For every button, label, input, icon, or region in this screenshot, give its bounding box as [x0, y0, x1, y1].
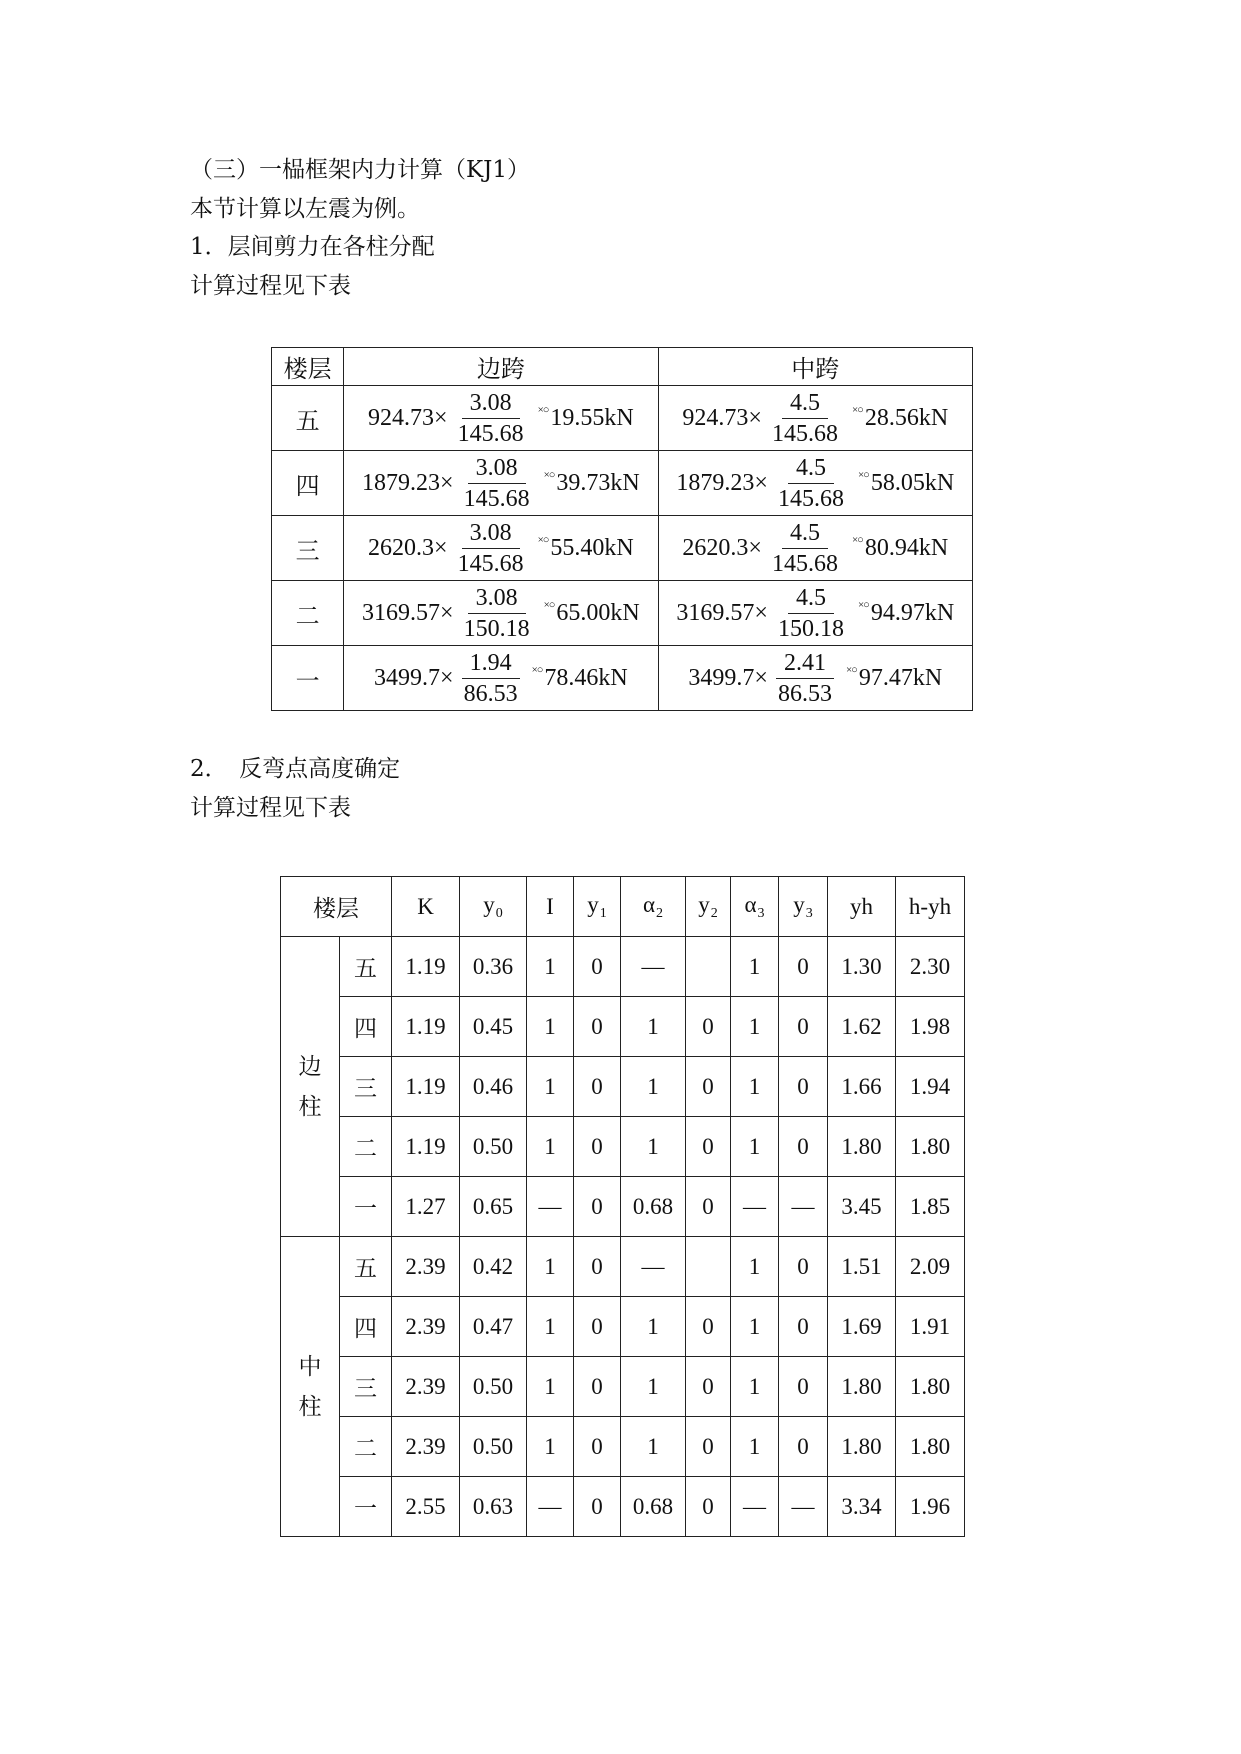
y1-cell: 0 [574, 1117, 621, 1177]
story-shear: 2620.3× [368, 534, 448, 561]
floor-cell: 四 [340, 997, 392, 1057]
header-y1: $y_1$ [574, 877, 621, 937]
middle-span-cell [658, 451, 972, 516]
edge-span-cell [344, 516, 658, 581]
i-cell: 1 [527, 1357, 574, 1417]
shear-result: 97.47kN [858, 664, 943, 691]
h-yh-cell: 1.80 [896, 1117, 965, 1177]
fraction-denominator: 145.68 [457, 420, 524, 447]
group-label-char: 柱 [298, 1393, 322, 1419]
yh-cell: 3.34 [828, 1477, 896, 1537]
section-heading: （三）一榀框架内力计算（KJ1） [190, 157, 531, 183]
approx-symbol: ×○ [857, 598, 869, 611]
alpha3-cell: 1 [731, 1297, 779, 1357]
h-yh-cell: 2.30 [896, 937, 965, 997]
middle-span-cell [658, 581, 972, 646]
floor-cell: 五 [340, 1237, 392, 1297]
shear-expression [676, 454, 954, 513]
y0-cell: 0.65 [460, 1177, 527, 1237]
table-header-row [272, 348, 973, 386]
y3-cell: 0 [779, 1057, 828, 1117]
y0-cell: 0.36 [460, 937, 527, 997]
alpha3-cell: — [731, 1177, 779, 1237]
y0-cell: 0.47 [460, 1297, 527, 1357]
fraction-numerator: 3.08 [462, 519, 520, 549]
table-row [281, 997, 965, 1057]
floor-cell: 一 [272, 646, 344, 711]
fraction-denominator: 145.68 [457, 550, 524, 577]
middle-span-cell [658, 516, 972, 581]
fraction-numerator: 2.41 [776, 649, 834, 679]
yh-cell: 1.51 [828, 1237, 896, 1297]
shear-result: 78.46kN [544, 664, 628, 691]
alpha2-cell: 1 [621, 1417, 686, 1477]
table-row [272, 581, 973, 646]
y0-cell: 0.42 [460, 1237, 527, 1297]
section1-note: 计算过程见下表 [190, 273, 351, 299]
header-middle-span: 中跨 [658, 348, 972, 386]
alpha2-cell: — [621, 937, 686, 997]
floor-cell: 二 [272, 581, 344, 646]
floor-cell: 五 [272, 386, 344, 451]
yh-cell: 1.80 [828, 1117, 896, 1177]
table-row [281, 1177, 965, 1237]
alpha3-cell: 1 [731, 1237, 779, 1297]
floor-cell: 三 [272, 516, 344, 581]
header-y3: $y_3$ [779, 877, 828, 937]
fraction-denominator: 145.68 [771, 550, 838, 577]
yh-cell: 1.80 [828, 1357, 896, 1417]
stiffness-fraction [770, 584, 852, 643]
y2-cell [686, 1237, 731, 1297]
edge-span-cell [344, 581, 658, 646]
shear-expression [682, 519, 948, 578]
floor-cell: 一 [340, 1177, 392, 1237]
y1-cell: 0 [574, 1177, 621, 1237]
y1-cell: 0 [574, 1057, 621, 1117]
approx-symbol: ×○ [537, 533, 549, 546]
yh-cell: 1.69 [828, 1297, 896, 1357]
h-yh-cell: 1.80 [896, 1357, 965, 1417]
k-cell: 1.19 [392, 937, 460, 997]
shear-result: 39.73kN [556, 469, 640, 496]
table-row [281, 1417, 965, 1477]
header-floor: 楼层 [281, 877, 392, 937]
stiffness-fraction [764, 389, 846, 448]
fraction-denominator: 86.53 [777, 680, 832, 707]
header-alpha2: $\alpha_2$ [621, 877, 686, 937]
story-shear: 3499.7× [374, 664, 454, 691]
y2-cell [686, 937, 731, 997]
table-row [281, 1477, 965, 1537]
floor-cell: 二 [340, 1417, 392, 1477]
fraction-numerator: 3.08 [468, 584, 526, 614]
shear-expression [676, 584, 954, 643]
k-cell: 2.55 [392, 1477, 460, 1537]
edge-span-cell [344, 386, 658, 451]
group-label-char: 边 [298, 1053, 322, 1079]
y2-cell: 0 [686, 1477, 731, 1537]
i-cell: 1 [527, 937, 574, 997]
k-cell: 1.27 [392, 1177, 460, 1237]
shear-expression [368, 389, 634, 448]
yh-cell: 1.80 [828, 1417, 896, 1477]
y3-cell: 0 [779, 1117, 828, 1177]
y3-cell: — [779, 1477, 828, 1537]
h-yh-cell: 1.91 [896, 1297, 965, 1357]
k-cell: 2.39 [392, 1237, 460, 1297]
edge-span-cell [344, 646, 658, 711]
approx-symbol: ×○ [845, 663, 857, 676]
story-shear: 924.73× [368, 404, 448, 431]
h-yh-cell: 2.09 [896, 1237, 965, 1297]
floor-cell: 三 [340, 1357, 392, 1417]
table-row [281, 1057, 965, 1117]
alpha2-cell: 1 [621, 997, 686, 1057]
h-yh-cell: 1.94 [896, 1057, 965, 1117]
y3-cell: 0 [779, 1417, 828, 1477]
approx-symbol: ×○ [851, 403, 863, 416]
y0-cell: 0.50 [460, 1357, 527, 1417]
middle-span-cell [658, 646, 972, 711]
h-yh-cell: 1.85 [896, 1177, 965, 1237]
approx-symbol: ×○ [543, 598, 555, 611]
yh-cell: 3.45 [828, 1177, 896, 1237]
fraction-numerator: 3.08 [462, 389, 520, 419]
header-alpha3: $\alpha_3$ [731, 877, 779, 937]
k-cell: 1.19 [392, 997, 460, 1057]
shear-expression [374, 649, 628, 708]
approx-symbol: ×○ [543, 468, 555, 481]
y2-cell: 0 [686, 997, 731, 1057]
alpha2-cell: 0.68 [621, 1477, 686, 1537]
y3-cell: 0 [779, 937, 828, 997]
alpha2-cell: 1 [621, 1297, 686, 1357]
header-yh: yh [828, 877, 896, 937]
y2-cell: 0 [686, 1057, 731, 1117]
y3-cell: 0 [779, 997, 828, 1057]
i-cell: — [527, 1477, 574, 1537]
h-yh-cell: 1.80 [896, 1417, 965, 1477]
shear-result: 94.97kN [870, 599, 955, 626]
shear-expression [362, 454, 640, 513]
y0-cell: 0.46 [460, 1057, 527, 1117]
y3-cell: 0 [779, 1297, 828, 1357]
floor-cell: 四 [272, 451, 344, 516]
y1-cell: 0 [574, 1477, 621, 1537]
stiffness-fraction [770, 649, 840, 708]
yh-cell: 1.30 [828, 937, 896, 997]
fraction-numerator: 4.5 [782, 519, 828, 549]
middle-span-cell [658, 386, 972, 451]
table-row [272, 516, 973, 581]
k-cell: 2.39 [392, 1417, 460, 1477]
stiffness-fraction [764, 519, 846, 578]
i-cell: 1 [527, 1237, 574, 1297]
i-cell: — [527, 1177, 574, 1237]
y1-cell: 0 [574, 1237, 621, 1297]
y3-cell: 0 [779, 1357, 828, 1417]
i-cell: 1 [527, 1417, 574, 1477]
y0-cell: 0.63 [460, 1477, 527, 1537]
table-row [281, 1357, 965, 1417]
floor-cell: 四 [340, 1297, 392, 1357]
fraction-numerator: 3.08 [468, 454, 526, 484]
fraction-denominator: 145.68 [771, 420, 838, 447]
shear-result: 80.94kN [864, 534, 949, 561]
stiffness-fraction [456, 454, 538, 513]
story-shear: 1879.23× [362, 469, 454, 496]
section2-title: 2． 反弯点高度确定 [190, 756, 401, 782]
y0-cell: 0.50 [460, 1117, 527, 1177]
alpha2-cell: 1 [621, 1057, 686, 1117]
table-row [272, 386, 973, 451]
alpha3-cell: 1 [731, 1417, 779, 1477]
table-row [272, 451, 973, 516]
table-row [281, 1117, 965, 1177]
alpha3-cell: 1 [731, 997, 779, 1057]
alpha3-cell: — [731, 1477, 779, 1537]
h-yh-cell: 1.96 [896, 1477, 965, 1537]
alpha3-cell: 1 [731, 1117, 779, 1177]
y0-cell: 0.45 [460, 997, 527, 1057]
fraction-denominator: 86.53 [463, 680, 518, 707]
floor-cell: 二 [340, 1117, 392, 1177]
story-shear: 2620.3× [682, 534, 762, 561]
edge-span-cell [344, 451, 658, 516]
shear-result: 58.05kN [870, 469, 955, 496]
y2-cell: 0 [686, 1117, 731, 1177]
story-shear: 924.73× [682, 404, 762, 431]
table-header-row [281, 877, 965, 937]
shear-expression [688, 649, 942, 708]
intro-text: 本节计算以左震为例。 [190, 196, 420, 222]
approx-symbol: ×○ [857, 468, 869, 481]
y3-cell: — [779, 1177, 828, 1237]
y1-cell: 0 [574, 997, 621, 1057]
shear-result: 28.56kN [864, 404, 949, 431]
column-group-label [281, 937, 340, 1237]
shear-expression [682, 389, 948, 448]
fraction-numerator: 1.94 [462, 649, 520, 679]
header-y0: $y_0$ [460, 877, 527, 937]
header-i: I [527, 877, 574, 937]
shear-result: 19.55kN [550, 404, 634, 431]
i-cell: 1 [527, 1117, 574, 1177]
fraction-denominator: 145.68 [463, 485, 530, 512]
header-floor: 楼层 [272, 348, 344, 386]
header-edge-span: 边跨 [344, 348, 658, 386]
group-label-char: 中 [298, 1353, 322, 1379]
h-yh-cell: 1.98 [896, 997, 965, 1057]
table-row [272, 646, 973, 711]
fraction-numerator: 4.5 [788, 454, 834, 484]
fraction-numerator: 4.5 [782, 389, 828, 419]
yh-cell: 1.66 [828, 1057, 896, 1117]
y3-cell: 0 [779, 1237, 828, 1297]
story-shear: 3169.57× [676, 599, 768, 626]
y1-cell: 0 [574, 1357, 621, 1417]
alpha2-cell: — [621, 1237, 686, 1297]
table-row [281, 1297, 965, 1357]
story-shear: 1879.23× [676, 469, 768, 496]
alpha2-cell: 0.68 [621, 1177, 686, 1237]
stiffness-fraction [450, 519, 532, 578]
shear-expression [362, 584, 640, 643]
y1-cell: 0 [574, 937, 621, 997]
y1-cell: 0 [574, 1297, 621, 1357]
y1-cell: 0 [574, 1417, 621, 1477]
i-cell: 1 [527, 1057, 574, 1117]
y2-cell: 0 [686, 1297, 731, 1357]
k-cell: 2.39 [392, 1357, 460, 1417]
stiffness-fraction [770, 454, 852, 513]
floor-cell: 五 [340, 937, 392, 997]
floor-cell: 一 [340, 1477, 392, 1537]
column-group-label [281, 1237, 340, 1537]
alpha3-cell: 1 [731, 1357, 779, 1417]
inflection-point-table [280, 876, 965, 1537]
k-cell: 1.19 [392, 1117, 460, 1177]
k-cell: 2.39 [392, 1297, 460, 1357]
alpha3-cell: 1 [731, 937, 779, 997]
y2-cell: 0 [686, 1177, 731, 1237]
shear-result: 55.40kN [550, 534, 634, 561]
section2-note: 计算过程见下表 [190, 795, 351, 821]
stiffness-fraction [450, 389, 532, 448]
k-cell: 1.19 [392, 1057, 460, 1117]
fraction-denominator: 150.18 [463, 615, 530, 642]
header-h-yh: h-yh [896, 877, 965, 937]
y0-cell: 0.50 [460, 1417, 527, 1477]
stiffness-fraction [456, 649, 526, 708]
y2-cell: 0 [686, 1417, 731, 1477]
table-row [281, 1237, 965, 1297]
header-k: K [392, 877, 460, 937]
i-cell: 1 [527, 997, 574, 1057]
stiffness-fraction [456, 584, 538, 643]
i-cell: 1 [527, 1297, 574, 1357]
approx-symbol: ×○ [851, 533, 863, 546]
shear-result: 65.00kN [556, 599, 640, 626]
header-y2: $y_2$ [686, 877, 731, 937]
shear-distribution-table [271, 347, 973, 711]
table-row [281, 937, 965, 997]
story-shear: 3169.57× [362, 599, 454, 626]
alpha3-cell: 1 [731, 1057, 779, 1117]
fraction-denominator: 150.18 [777, 615, 844, 642]
shear-expression [368, 519, 634, 578]
group-label-char: 柱 [298, 1093, 322, 1119]
story-shear: 3499.7× [688, 664, 768, 691]
floor-cell: 三 [340, 1057, 392, 1117]
fraction-denominator: 145.68 [777, 485, 844, 512]
y2-cell: 0 [686, 1357, 731, 1417]
alpha2-cell: 1 [621, 1357, 686, 1417]
yh-cell: 1.62 [828, 997, 896, 1057]
alpha2-cell: 1 [621, 1117, 686, 1177]
fraction-numerator: 4.5 [788, 584, 834, 614]
section1-title: 1．层间剪力在各柱分配 [190, 234, 435, 260]
approx-symbol: ×○ [537, 403, 549, 416]
approx-symbol: ×○ [531, 663, 543, 676]
